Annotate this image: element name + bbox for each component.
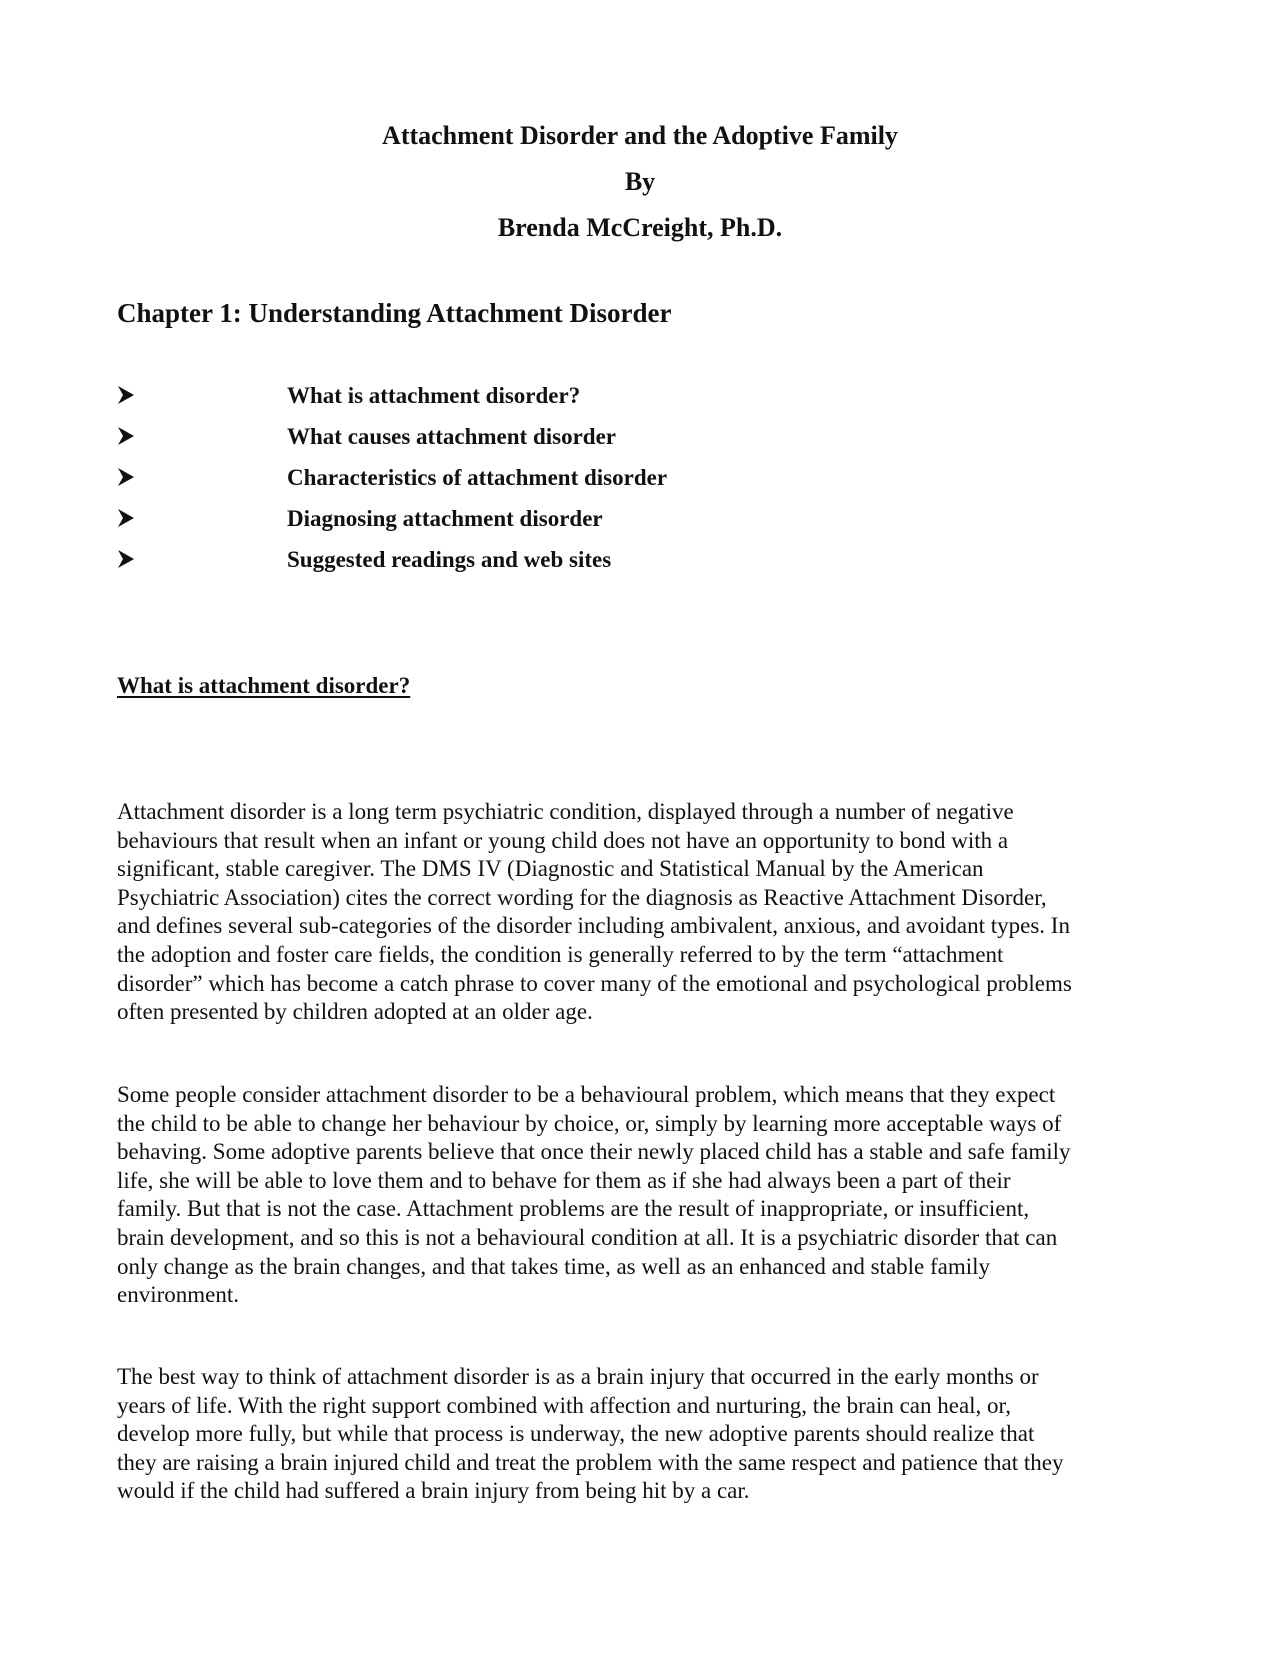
body-paragraph: Attachment disorder is a long term psychiatric condition, displayed through a number of negative behaviours that result when an infant or young child does not have an opportunity to bond with a significant, stable caregiver. The DMS IV (Diagnostic and Statistical Manual by the American Psychiatric Association) cites the correct wording for the diagnosis as Reactive Attachment Disorder, and defines several sub-categories of the disorder including ambivalent, anxious, and avoidant types. In the adoption and foster care fields, the condition is generally referred to by the term “attachment disorder” which has become a catch phrase to cover many of the emotional and psychological problems often presented by children adopted at an older age. bbox=[117, 799, 1072, 1025]
document-byline: By bbox=[624, 167, 656, 196]
list-item-label: What causes attachment disorder bbox=[287, 424, 616, 449]
list-item bbox=[117, 463, 1017, 504]
document-author: Brenda McCreight, Ph.D. bbox=[497, 213, 783, 242]
list-item bbox=[117, 422, 1017, 463]
arrowhead-bullet-icon bbox=[117, 548, 135, 570]
list-item bbox=[117, 504, 1017, 545]
list-item-label: Characteristics of attachment disorder bbox=[287, 465, 668, 490]
body-paragraph: The best way to think of attachment disorder is as a brain injury that occurred in the early months or years of life. With the right support combined with affection and nurturing, the brain can heal, or, develop more fully, but while that process is underway, the new adoptive parents should realize that they are raising a brain injured child and treat the problem with the same respect and patience that they would if the child had suffered a brain injury from being hit by a car. bbox=[117, 1364, 1064, 1504]
arrowhead-bullet-icon bbox=[117, 384, 135, 406]
body-paragraph: Some people consider attachment disorder to be a behavioural problem, which means that they expect the child to be able to change her behaviour by choice, or, simply by learning more acceptable ways of behaving. Some adoptive parents believe that once their newly placed child has a stable and safe family life, she will be able to love them and to behave for them as if she had always been a part of their family. But that is not the case. Attachment problems are the result of inappropriate, or insufficient, brain development, and so this is not a behavioural condition at all. It is a psychiatric disorder that can only change as the brain changes, and that takes time, as well as an enhanced and stable family environment. bbox=[117, 1082, 1071, 1308]
list-item-label: What is attachment disorder? bbox=[287, 383, 581, 408]
arrowhead-bullet-icon bbox=[117, 466, 135, 488]
list-item-label: Diagnosing attachment disorder bbox=[287, 506, 603, 531]
section-heading: What is attachment disorder? bbox=[117, 673, 411, 698]
document-title: Attachment Disorder and the Adoptive Family bbox=[382, 121, 898, 150]
chapter-contents-list bbox=[117, 381, 1017, 586]
list-item bbox=[117, 545, 1017, 586]
arrowhead-bullet-icon bbox=[117, 425, 135, 447]
arrowhead-bullet-icon bbox=[117, 507, 135, 529]
list-item-label: Suggested readings and web sites bbox=[287, 547, 612, 572]
chapter-heading: Chapter 1: Understanding Attachment Disorder bbox=[117, 298, 672, 328]
list-item bbox=[117, 381, 1017, 422]
